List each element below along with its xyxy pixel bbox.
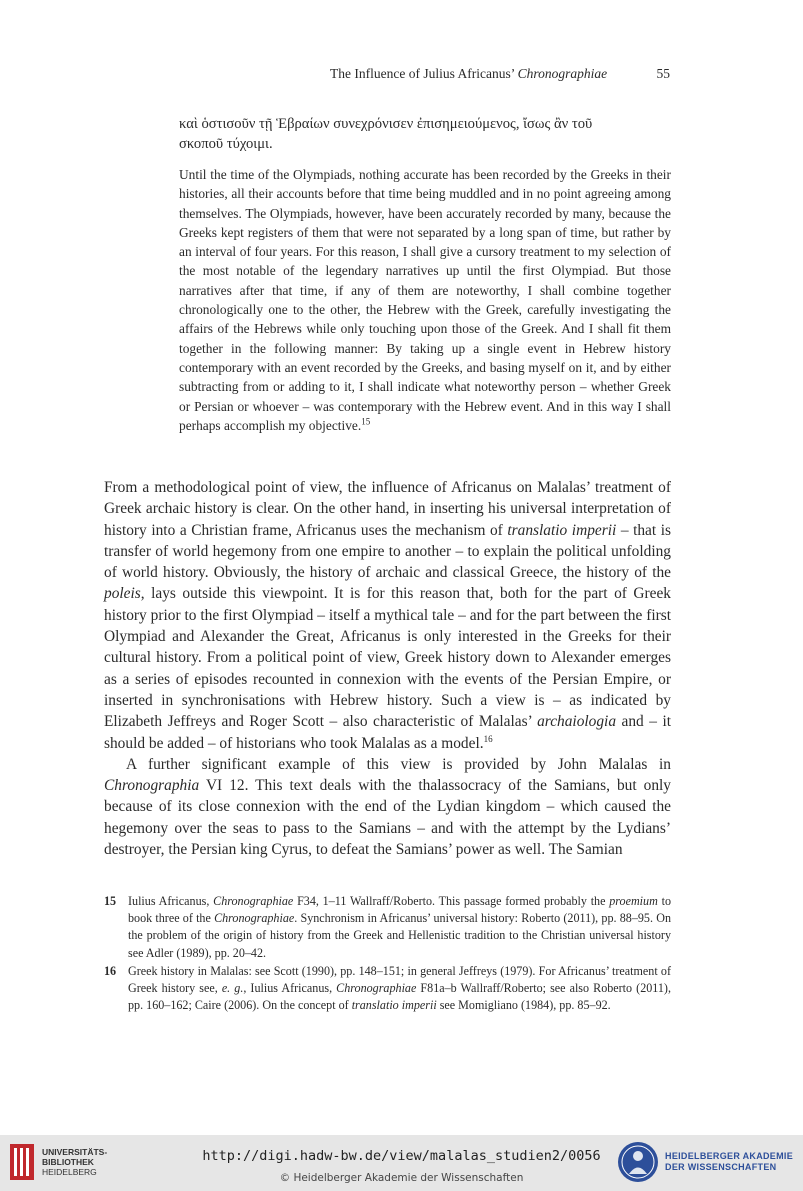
greek-quote-line-1: καὶ ὁστισοῦν τῇ Ἑβραίων συνεχρόνισεν ἐπισημειούμενος, ἴσως ἂν τοῦ — [179, 116, 593, 132]
footnotes — [104, 893, 671, 1015]
translation-text: Until the time of the Olympiads, nothing accurate has been recorded by the Greeks in their histories, all their accounts before that time being muddled and in no point agreeing among themselves. The Olympiads, however, have been accurately recorded by many, because the Greeks kept registers of them that were not separated by a long span of time, but rather by an interval of four years. For this reason, I shall give a cursory treatment to my selection of the most notable of the legendary narratives up until the first Olympiad. But those narratives after that time, if any of them are noteworthy, I shall combine together chronologically one to the other, the Hebrew with the Greek, carefully investigating the affairs of the Hebrews while only touching upon those of the Greek. And I shall fit them together in the following manner: By taking up a single event in Hebrew history contemporary with an event recorded by the Greeks, and basing myself on it, and by either subtracting from or adding to it, I shall indicate what noteworthy person – whether Greek or Persian or whoever – was contemporary with the Hebrew event. And in this way I shall perhaps accomplish my objective.$^{15}$ — [179, 167, 671, 433]
footnote-15: 15 Iulius Africanus, Chronographiae F34, 1–11 Wallraff/Roberto. This passage formed probably the proemium to book three of the Chronographiae. Synchronism in Africanus’ universal history: Roberto (2011), pp. 88–95. On the problem of the origin of history from the Greek and Hellenistic tradition to the Christian universal history see Adler (1989), pp. 20–42. — [104, 894, 671, 960]
body-paragraph-1: From a methodological point of view, the influence of Africanus on Malalas’ treatment of Greek archaic history is clear. On the other hand, in inserting his universal interpretation of history into a Christian frame, Africanus uses the mechanism of translatio imperii – that is transfer of world hegemony from one empire to another – to explain the political unfolding of world history. Obviously, the history of archaic and classical Greece, the history of the poleis, lays outside this viewpoint. It is for this reason that, both for the part of Greek history prior to the first Olympiad – itself a mythical tale – and for the part between the first Olympiad and Alexander the Great, Africanus is only interested in the Greeks for their cultural history. From a political point of view, Greek history down to Alexander emerges as a series of episodes recounted in connexion with the events of the Persian Empire, or inserted in synchronisations with Hebrew history. Such a view is – as indicated by Elizabeth Jeffreys and Roger Scott – also characteristic of Malalas’ archaiologia and – it should be added – of historians who took Malalas as a model.$^{16}$ — [104, 479, 672, 752]
footnote-ref-16[interactable]: 16 — [483, 733, 493, 744]
greek-quote — [179, 114, 671, 154]
academy-name: HEIDELBERGER AKADEMIE DER WISSENSCHAFTEN — [665, 1151, 793, 1172]
permalink-url[interactable]: http://digi.hadw-bw.de/view/malalas_studien2/0056 — [202, 1148, 601, 1164]
footnote-ref-15[interactable]: 15 — [361, 416, 371, 427]
university-library-name: UNIVERSITÄTS- BIBLIOTHEK HEIDELBERG — [42, 1147, 108, 1177]
body-paragraph-2: A further significant example of this view is provided by John Malalas in Chronographia VI 12. This text deals with the thalassocracy of the Samians, but only because of its close connexion with the end of the Lydian kingdom – which caused the hegemony over the seas to pass to the Samians – and with the attempt by the Lydians’ destroyer, the Persian king Cyrus, to defeat the Samians’ power as well. The Samian — [104, 755, 671, 859]
footnote-number: 16 — [104, 963, 117, 978]
body-text — [104, 477, 671, 860]
academy-logo[interactable] — [617, 1141, 793, 1183]
academy-seal-icon — [617, 1141, 659, 1183]
viewer-footer — [0, 1135, 803, 1191]
copyright-notice: © Heidelberger Akademie der Wissenschaften — [279, 1172, 524, 1184]
footnote-16: 16 Greek history in Malalas: see Scott (1990), pp. 148–151; in general Jeffreys (1979). For Africanus’ treatment of Greek history see, e. g., Iulius Africanus, Chronographiae F81a–b Wallraff/Roberto; see also Roberto (2011), pp. 160–162; Caire (2006). On the concept of translatio imperii see Momigliano (1984), pp. 85–92. — [104, 963, 671, 1013]
page-number: 55 — [656, 66, 670, 81]
running-head-title-italic: Chronographiae — [517, 66, 608, 81]
running-head — [330, 66, 670, 82]
greek-quote-line-2: σκοποῦ τύχοιμι. — [179, 136, 273, 152]
footnote-number: 15 — [104, 894, 117, 908]
running-head-title: The Influence of Julius Africanus’ Chronographiae — [330, 66, 608, 81]
translation-quote — [179, 165, 671, 435]
